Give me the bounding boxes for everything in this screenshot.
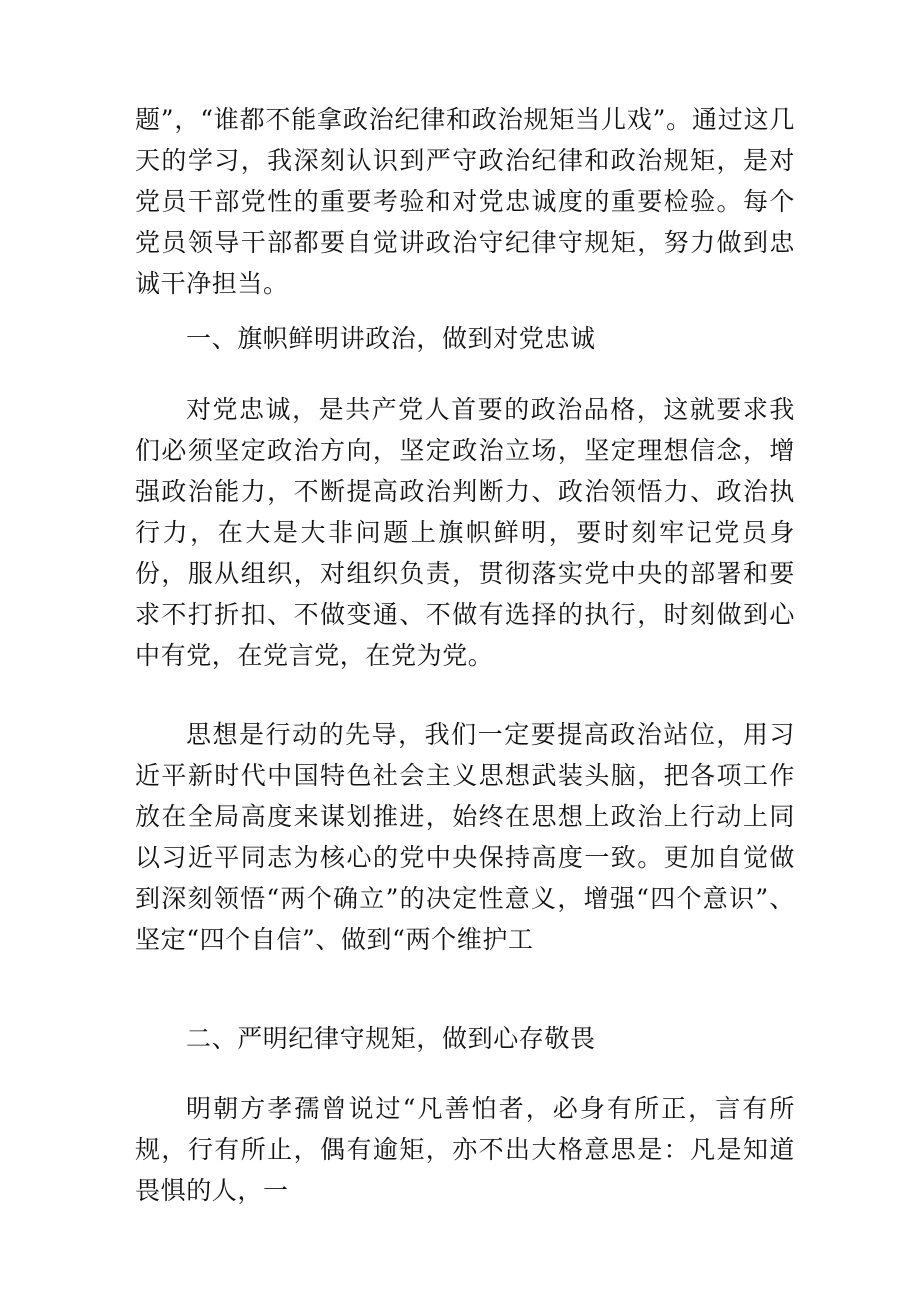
body-paragraph: 明朝方孝孺曾说过“凡善怕者，必身有所正，言有所规，行有所止，偶有逾矩，亦不出大格意思是：凡是知道畏惧的人，一 bbox=[135, 1094, 795, 1205]
body-paragraph: 思想是行动的先导，我们一定要提高政治站位，用习近平新时代中国特色社会主义思想武装头脑，把各项工作放在全局高度来谋划推进，始终在思想上政治上行动上同以习近平同志为核心的党中央保持高度一致。更加自觉做到深刻领悟“两个确立”的决定性意义，增强“四个意识”、坚定“四个自信”、做到“两个维护工 bbox=[135, 720, 795, 954]
section-heading: 一、旗帜鲜明讲政治，做到对党忠诚 bbox=[186, 324, 596, 353]
body-paragraph: 题”，“谁都不能拿政治纪律和政治规矩当儿戏”。通过这几天的学习，我深刻认识到严守政治纪律和政治规矩，是对党员干部党性的重要考验和对党忠诚度的重要检验。每个党员领导干部都要自觉讲政治守纪律守规矩，努力做到忠诚干净担当。 bbox=[135, 105, 795, 298]
body-paragraph: 对党忠诚，是共产党人首要的政治品格，这就要求我们必须坚定政治方向，坚定政治立场，坚定理想信念，增强政治能力，不断提高政治判断力、政治领悟力、政治执行力，在大是大非问题上旗帜鲜明，要时刻牢记党员身份，服从组织，对组织负责，贯彻落实党中央的部署和要求不打折扣、不做变通、不做有选择的执行，时刻做到心中有党，在党言党，在党为党。 bbox=[135, 395, 795, 670]
section-heading: 二、严明纪律守规矩，做到心存敬畏 bbox=[186, 1024, 596, 1053]
